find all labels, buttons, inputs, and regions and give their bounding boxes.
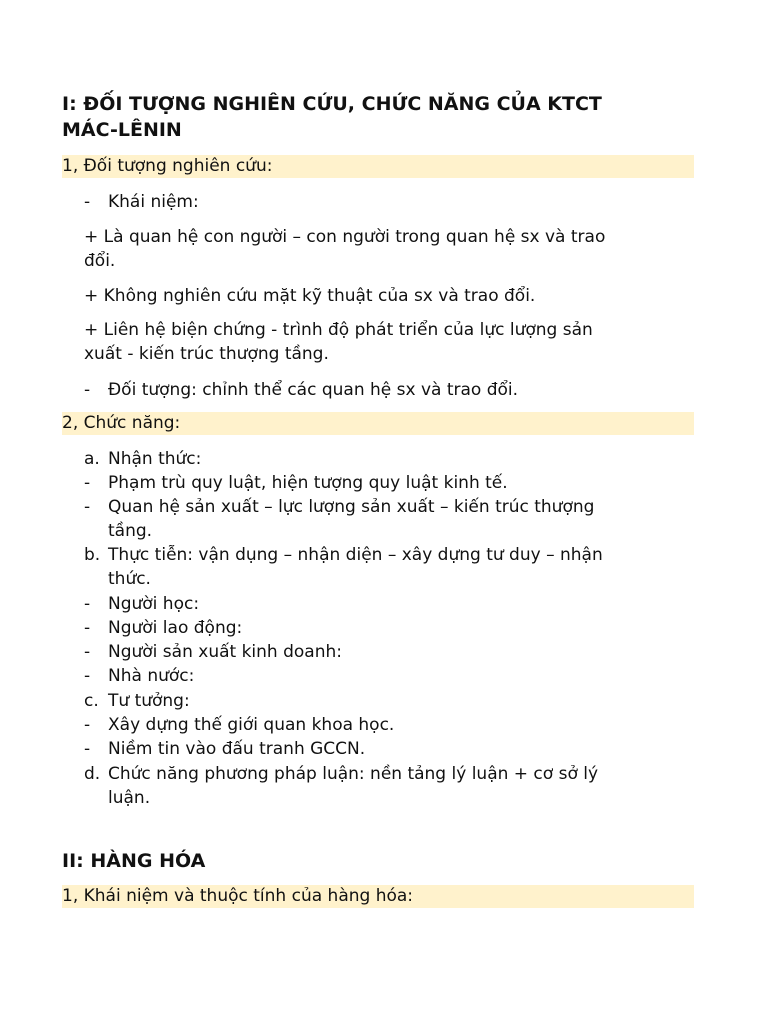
list-marker: - [84, 497, 91, 517]
heading-line-1: I: ĐỐI TƯỢNG NGHIÊN CỨU, CHỨC NĂNG CỦA KTCT [62, 93, 602, 115]
list-marker: a. [84, 449, 100, 469]
list-item: Xây dựng thế giới quan khoa học. [108, 715, 395, 735]
section-1-heading [62, 91, 702, 143]
list-marker: - [84, 618, 91, 638]
list-item: Người học: [108, 594, 200, 614]
list-item: Tư tưởng: [108, 691, 190, 711]
bullet-doi-tuong: Đối tượng: chỉnh thể các quan hệ sx và trao đổi. [108, 380, 519, 400]
list-marker: - [84, 715, 91, 735]
list-item: Phạm trù quy luật, hiện tượng quy luật kinh tế. [108, 473, 508, 493]
list-marker: - [84, 594, 91, 614]
paragraph-1-line-2: đổi. [84, 251, 116, 271]
section-2-subsection-1-title: 1, Khái niệm và thuộc tính của hàng hóa: [62, 885, 694, 908]
list-item: Nhận thức: [108, 449, 202, 469]
heading-line-2: MÁC-LÊNIN [62, 119, 182, 141]
list-item: Người lao động: [108, 618, 243, 638]
subsection-1-title: 1, Đối tượng nghiên cứu: [62, 155, 694, 178]
list-item-continuation: luận. [108, 788, 151, 808]
list-marker: d. [84, 764, 101, 784]
paragraph-1-line-1: + Là quan hệ con người – con người trong quan hệ sx và trao [84, 227, 606, 247]
paragraph-2: + Không nghiên cứu mặt kỹ thuật của sx và trao đổi. [84, 286, 536, 306]
list-item: Niềm tin vào đấu tranh GCCN. [108, 739, 366, 759]
paragraph-3-line-2: xuất - kiến trúc thượng tầng. [84, 344, 329, 364]
paragraph-3-line-1: + Liên hệ biện chứng - trình độ phát triển của lực lượng sản [84, 320, 593, 340]
section-2-heading: II: HÀNG HÓA [62, 850, 206, 872]
list-marker: - [84, 473, 91, 493]
list-item-continuation: tầng. [108, 521, 153, 541]
list-marker: - [84, 666, 91, 686]
list-marker: - [84, 739, 91, 759]
list-marker: - [84, 642, 91, 662]
list-item: Quan hệ sản xuất – lực lượng sản xuất – kiến trúc thượng [108, 497, 595, 517]
bullet-khai-niem: Khái niệm: [108, 192, 199, 212]
bullet-dash: - [84, 192, 91, 212]
list-item: Nhà nước: [108, 666, 195, 686]
list-item: Chức năng phương pháp luận: nền tảng lý luận + cơ sở lý [108, 764, 599, 784]
subsection-2-title: 2, Chức năng: [62, 412, 694, 435]
bullet-dash: - [84, 380, 91, 400]
list-item-continuation: thức. [108, 569, 151, 589]
list-marker: c. [84, 691, 99, 711]
list-item: Người sản xuất kinh doanh: [108, 642, 342, 662]
list-item: Thực tiễn: vận dụng – nhận diện – xây dựng tư duy – nhận [108, 545, 603, 565]
list-marker: b. [84, 545, 101, 565]
